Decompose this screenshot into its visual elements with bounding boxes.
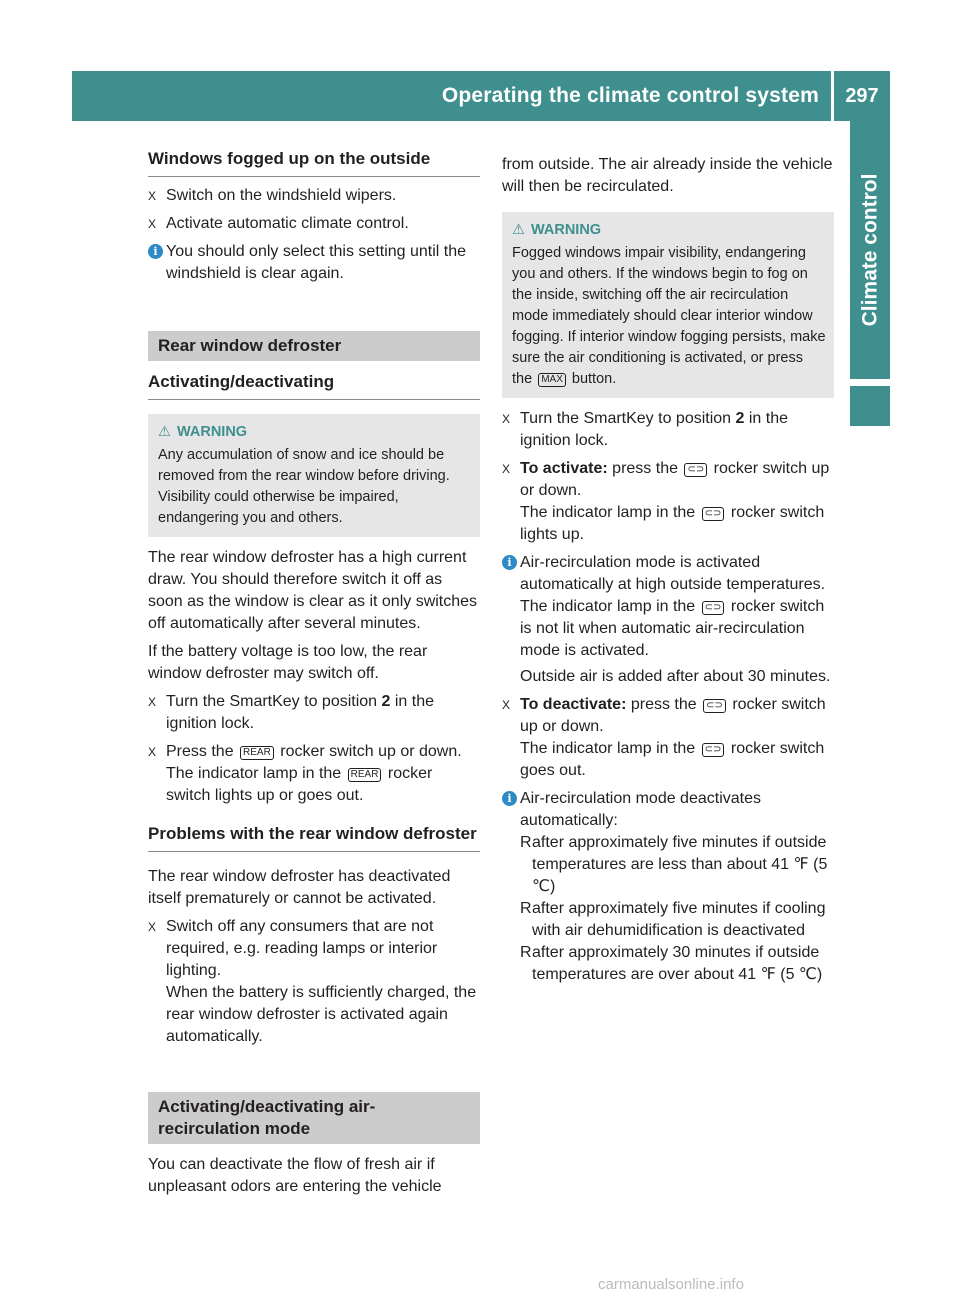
step-text: press the [626,696,702,713]
instruction-step [148,185,480,207]
position-number: 2 [735,410,745,427]
instruction-step [148,213,480,235]
recirculation-icon: ⊂⊃ [702,743,725,757]
step-text: rocker switch lights up. [520,504,825,543]
section-title: Rear window defroster [148,331,480,361]
warning-triangle-icon: ⚠ [512,222,525,238]
rear-defroster-icon: REAR [348,768,382,782]
warning-title: WARNING [177,424,248,440]
step-label: To deactivate: [520,696,627,713]
info-text: Air-recirculation mode deactivates automatically: [520,790,761,829]
warning-title: WARNING [531,222,602,238]
arrow-icon: X [502,412,511,426]
step-text: The indicator lamp in the [520,504,700,521]
step-text: rocker switch lights up or goes out. [166,765,433,804]
bullet-dot: R [520,900,532,917]
right-column [502,154,834,992]
step-text: Switch off any consumers that are not required, e.g. reading lamps or interior lighting. [166,918,438,979]
instruction-step [148,691,480,735]
warning-text: Any accumulation of snow and ice should be removed from the rear window before driving. Visibility could otherwise be impaired, endangering you and others. [158,447,450,526]
sub-item [520,832,834,898]
sub-item [520,898,834,942]
recirculation-icon: ⊂⊃ [702,507,725,521]
warning-header [512,220,826,241]
bullet-dot: R [520,834,532,851]
step-text: Press the [166,743,239,760]
step-text: in the ignition lock. [520,410,789,449]
info-text: Outside air is added after about 30 minutes. [520,668,831,685]
paragraph: The rear window defroster has deactivated itself prematurely or cannot be activated. [148,868,451,907]
left-column [148,148,480,1204]
sub-item-text: after approximately 30 minutes if outside temperatures are over about 41 ℉ (5 ℃) [532,944,823,983]
step-text: rocker switch up or down. [520,460,830,499]
step-text: Activate automatic climate control. [166,215,409,232]
step-text: rocker switch up or down. [520,696,826,735]
page-number: 297 [845,84,879,107]
rear-defroster-icon: REAR [240,746,274,760]
arrow-icon: X [148,745,157,759]
paragraph: If the battery voltage is too low, the rear window defroster may switch off. [148,643,428,682]
arrow-icon: X [148,217,157,231]
recirculation-icon: ⊂⊃ [703,699,726,713]
instruction-step [148,916,480,1048]
position-number: 2 [381,693,391,710]
step-text: press the [607,460,683,477]
section-title: Activating/deactivating air-recirculation mode [148,1092,480,1144]
section-heading: Windows fogged up on the outside [148,148,480,177]
watermark: carmanualsonline.info [598,1276,744,1293]
warning-triangle-icon: ⚠ [158,424,171,440]
bullet-dot: R [520,944,532,961]
paragraph: The rear window defroster has a high current draw. You should therefore switch it off as soon as the window is clear as it only switches off automatically after several minutes. [148,549,478,632]
step-text: rocker switch goes out. [520,740,825,779]
arrow-icon: X [148,695,157,709]
arrow-icon: X [148,920,157,934]
info-note [148,241,480,285]
arrow-icon: X [502,462,511,476]
step-text: Switch on the windshield wipers. [166,187,397,204]
instruction-step [502,408,834,452]
instruction-step [502,694,834,782]
warning-box [148,414,480,537]
step-text: Turn the SmartKey to position [520,410,736,427]
side-block [850,386,890,426]
info-note [502,788,834,986]
info-icon: i [502,555,517,570]
info-text: Air-recirculation mode is activated automatically at high outside temperatures. The indicator lamp in the [520,554,826,615]
step-label: To activate: [520,460,608,477]
paragraph: You can deactivate the flow of fresh air if unpleasant odors are entering the vehicle [148,1156,442,1195]
warning-text: button. [567,371,617,387]
step-text: When the battery is sufficiently charged, the rear window defroster is activated again automatically. [166,984,477,1045]
info-icon: i [148,244,163,259]
page-header [72,71,890,121]
info-text: You should only select this setting until the windshield is clear again. [166,243,467,282]
step-text: rocker switch up or down. [275,743,462,760]
header-title: Operating the climate control system [441,84,819,107]
recirculation-icon: ⊂⊃ [702,601,725,615]
max-defrost-icon: MAX [538,373,566,387]
arrow-icon: X [502,698,511,712]
instruction-step [148,741,480,807]
sub-item [520,942,834,986]
subsection-heading: Activating/deactivating [148,371,480,400]
sub-item-text: after approximately five minutes if outside temperatures are less than about 41 ℉ (5 ℃) [532,834,828,895]
info-text: rocker switch is not lit when automatic air-recirculation mode is activated. [520,598,825,659]
side-tab-label-wrap [850,121,890,379]
paragraph: from outside. The air already inside the vehicle will then be recirculated. [502,156,833,195]
sub-item-text: after approximately five minutes if cooling with air dehumidification is deactivated [532,900,826,939]
warning-box [502,212,834,398]
arrow-icon: X [148,189,157,203]
side-tab-label: Climate control [858,173,882,327]
recirculation-icon: ⊂⊃ [684,463,707,477]
warning-text: Fogged windows impair visibility, endangering you and others. If the windows begin to fog on the inside, switching off the air recirculation mode immediately should clear interior window fogging. If interior window fogging persists, make sure the air conditioning is activated, or press the [512,245,826,387]
instruction-step [502,458,834,546]
step-text: The indicator lamp in the [520,740,700,757]
info-note [502,552,834,688]
warning-header [158,422,472,443]
step-text: The indicator lamp in the [166,765,346,782]
info-icon: i [502,791,517,806]
step-text: Turn the SmartKey to position [166,693,382,710]
step-text: in the ignition lock. [166,693,435,732]
subsection-heading: Problems with the rear window defroster [148,823,480,852]
